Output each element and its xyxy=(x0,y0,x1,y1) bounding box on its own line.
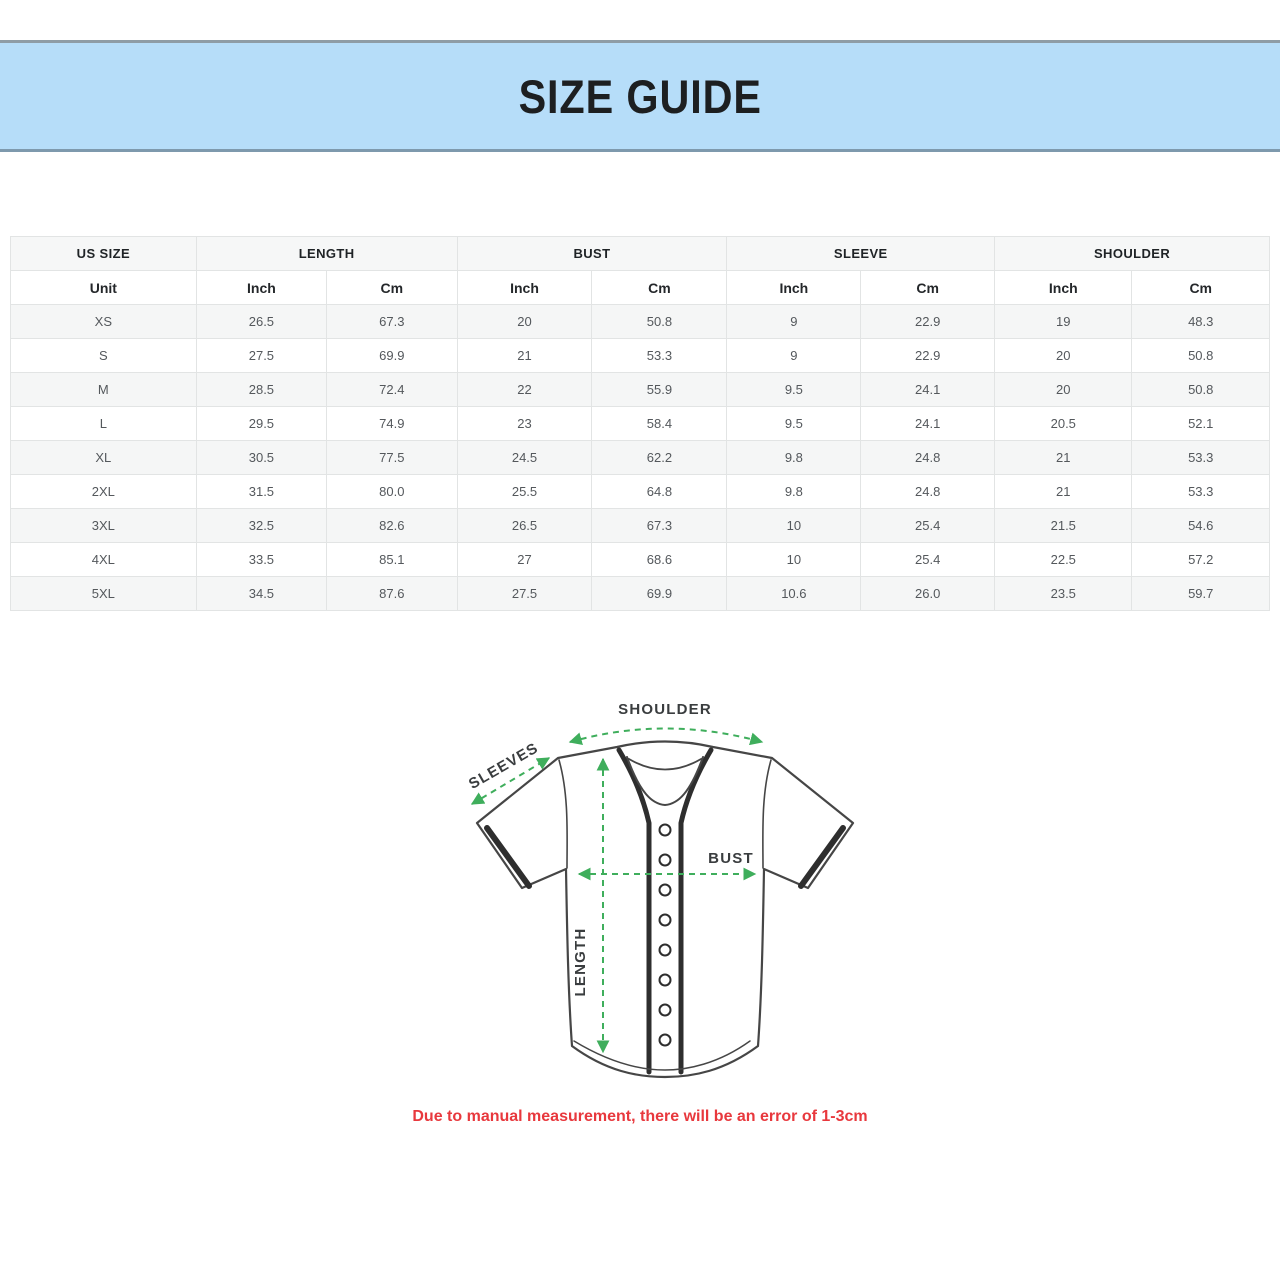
measurement-cell: 21 xyxy=(995,475,1132,509)
page-title: SIZE GUIDE xyxy=(518,69,762,123)
measurement-cell: 77.5 xyxy=(327,441,457,475)
measurement-cell: 82.6 xyxy=(327,509,457,543)
measurement-cell: 23.5 xyxy=(995,577,1132,611)
measurement-cell: 21.5 xyxy=(995,509,1132,543)
measurement-cell: 20 xyxy=(995,339,1132,373)
measurement-disclaimer: Due to manual measurement, there will be an error of 1-3cm xyxy=(412,1108,868,1125)
measurement-cell: 9 xyxy=(727,339,861,373)
measurement-cell: 80.0 xyxy=(327,475,457,509)
table-row xyxy=(11,543,1270,577)
column-group-us-size: US SIZE xyxy=(11,237,197,271)
measurement-cell: 25.5 xyxy=(457,475,592,509)
shoulder-label: SHOULDER xyxy=(618,701,712,718)
measurement-cell: 24.5 xyxy=(457,441,592,475)
column-group-shoulder: SHOULDER xyxy=(995,237,1270,271)
measurement-cell: 55.9 xyxy=(592,373,727,407)
measurement-cell: 50.8 xyxy=(592,305,727,339)
measurement-cell: 33.5 xyxy=(196,543,326,577)
measurement-cell: 23 xyxy=(457,407,592,441)
measurement-cell: 9 xyxy=(727,305,861,339)
measurement-cell: 54.6 xyxy=(1132,509,1270,543)
column-subheader: Cm xyxy=(327,271,457,305)
measurement-cell: 26.0 xyxy=(861,577,995,611)
table-row xyxy=(11,407,1270,441)
size-label-cell: S xyxy=(11,339,197,373)
measurement-cell: 25.4 xyxy=(861,543,995,577)
measurement-cell: 22 xyxy=(457,373,592,407)
measurement-cell: 19 xyxy=(995,305,1132,339)
measurement-cell: 24.8 xyxy=(861,441,995,475)
measurement-cell: 67.3 xyxy=(592,509,727,543)
measurement-cell: 53.3 xyxy=(1132,441,1270,475)
table-row xyxy=(11,475,1270,509)
measurement-cell: 67.3 xyxy=(327,305,457,339)
table-row xyxy=(11,339,1270,373)
measurement-cell: 26.5 xyxy=(457,509,592,543)
measurement-cell: 27 xyxy=(457,543,592,577)
column-group-length: LENGTH xyxy=(196,237,457,271)
column-subheader: Inch xyxy=(196,271,326,305)
measurement-cell: 22.9 xyxy=(861,339,995,373)
shoulder-measure-arrow xyxy=(570,729,762,743)
jersey-body-outline xyxy=(477,742,853,1078)
measurement-cell: 9.8 xyxy=(727,475,861,509)
measurement-cell: 24.8 xyxy=(861,475,995,509)
length-label: LENGTH xyxy=(572,927,589,997)
measurement-cell: 34.5 xyxy=(196,577,326,611)
measurement-cell: 26.5 xyxy=(196,305,326,339)
column-subheader: Unit xyxy=(11,271,197,305)
measurement-cell: 64.8 xyxy=(592,475,727,509)
size-label-cell: 4XL xyxy=(11,543,197,577)
measurement-cell: 27.5 xyxy=(457,577,592,611)
size-label-cell: XL xyxy=(11,441,197,475)
table-group-row xyxy=(11,237,1270,271)
measurement-cell: 20.5 xyxy=(995,407,1132,441)
jersey-measurement-diagram xyxy=(440,680,880,1092)
measurement-cell: 22.5 xyxy=(995,543,1132,577)
measurement-cell: 10 xyxy=(727,543,861,577)
column-subheader: Cm xyxy=(1132,271,1270,305)
column-group-bust: BUST xyxy=(457,237,727,271)
column-subheader: Inch xyxy=(457,271,592,305)
measurement-cell: 52.1 xyxy=(1132,407,1270,441)
measurement-cell: 68.6 xyxy=(592,543,727,577)
measurement-cell: 24.1 xyxy=(861,373,995,407)
measurement-cell: 69.9 xyxy=(592,577,727,611)
size-label-cell: M xyxy=(11,373,197,407)
table-row xyxy=(11,305,1270,339)
column-subheader: Cm xyxy=(592,271,727,305)
measurement-cell: 28.5 xyxy=(196,373,326,407)
size-label-cell: L xyxy=(11,407,197,441)
measurement-cell: 20 xyxy=(995,373,1132,407)
measurement-cell: 21 xyxy=(457,339,592,373)
measurement-cell: 20 xyxy=(457,305,592,339)
measurement-cell: 30.5 xyxy=(196,441,326,475)
measurement-cell: 59.7 xyxy=(1132,577,1270,611)
sleeves-label: SLEEVES xyxy=(465,739,542,793)
measurement-cell: 21 xyxy=(995,441,1132,475)
table-row xyxy=(11,577,1270,611)
measurement-cell: 31.5 xyxy=(196,475,326,509)
column-subheader: Cm xyxy=(861,271,995,305)
table-subheader-row xyxy=(11,271,1270,305)
measurement-cell: 50.8 xyxy=(1132,339,1270,373)
measurement-cell: 69.9 xyxy=(327,339,457,373)
measurement-cell: 9.5 xyxy=(727,407,861,441)
measurement-cell: 50.8 xyxy=(1132,373,1270,407)
size-guide-banner xyxy=(0,40,1280,152)
measurement-cell: 48.3 xyxy=(1132,305,1270,339)
measurement-cell: 27.5 xyxy=(196,339,326,373)
size-label-cell: 3XL xyxy=(11,509,197,543)
measurement-cell: 72.4 xyxy=(327,373,457,407)
size-label-cell: 2XL xyxy=(11,475,197,509)
measurement-cell: 10 xyxy=(727,509,861,543)
measurement-cell: 29.5 xyxy=(196,407,326,441)
jersey-outline-drawing xyxy=(477,742,853,1078)
measurement-cell: 25.4 xyxy=(861,509,995,543)
table-row xyxy=(11,509,1270,543)
measurement-cell: 53.3 xyxy=(1132,475,1270,509)
measurement-cell: 24.1 xyxy=(861,407,995,441)
table-row xyxy=(11,373,1270,407)
measurement-cell: 9.8 xyxy=(727,441,861,475)
measurement-cell: 9.5 xyxy=(727,373,861,407)
measurement-cell: 10.6 xyxy=(727,577,861,611)
column-group-sleeve: SLEEVE xyxy=(727,237,995,271)
measurement-cell: 22.9 xyxy=(861,305,995,339)
column-subheader: Inch xyxy=(727,271,861,305)
measurement-cell: 32.5 xyxy=(196,509,326,543)
measurement-cell: 87.6 xyxy=(327,577,457,611)
table-row xyxy=(11,441,1270,475)
measurement-cell: 53.3 xyxy=(592,339,727,373)
size-label-cell: XS xyxy=(11,305,197,339)
bust-label: BUST xyxy=(708,850,754,867)
measurement-cell: 85.1 xyxy=(327,543,457,577)
measurement-cell: 74.9 xyxy=(327,407,457,441)
table-body xyxy=(11,305,1270,611)
measurement-cell: 58.4 xyxy=(592,407,727,441)
measurement-cell: 62.2 xyxy=(592,441,727,475)
column-subheader: Inch xyxy=(995,271,1132,305)
measurement-cell: 57.2 xyxy=(1132,543,1270,577)
size-label-cell: 5XL xyxy=(11,577,197,611)
size-chart-table xyxy=(10,236,1270,611)
